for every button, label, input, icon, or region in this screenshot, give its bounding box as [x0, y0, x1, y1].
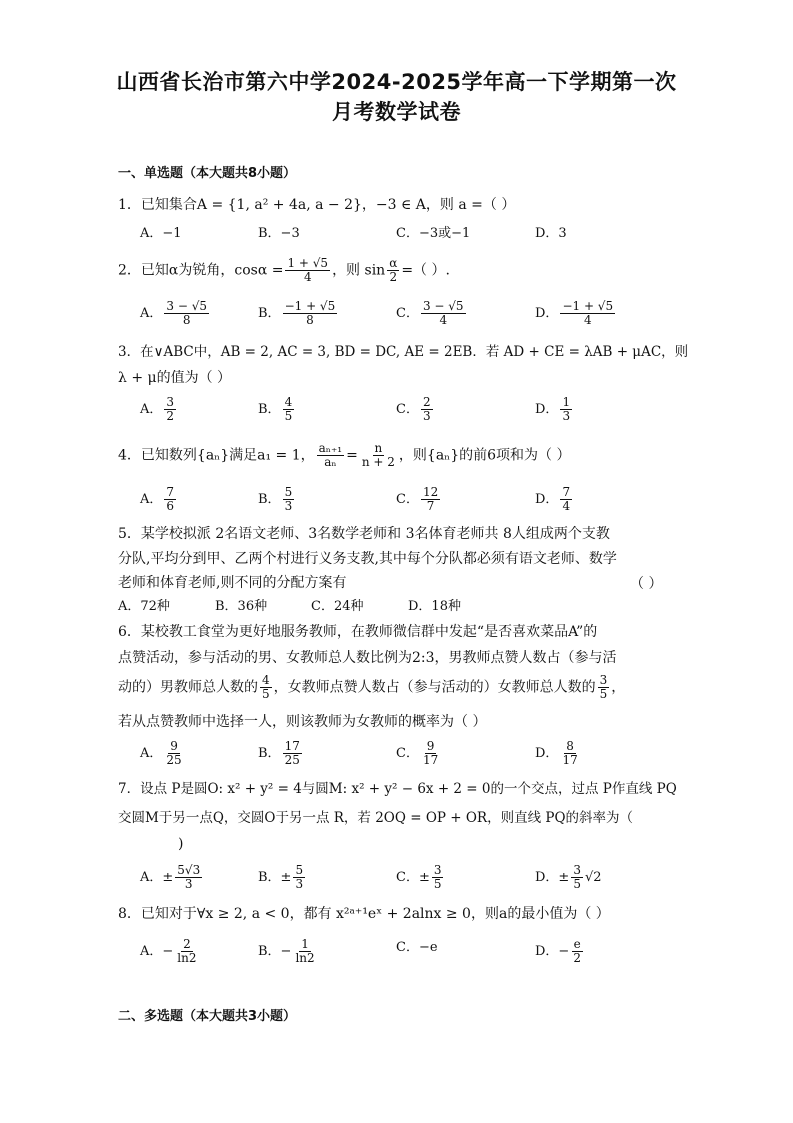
question-6-line2: 点赞活动，参与活动的男、女教师总人数比例为2:3，男教师点赞人数占（参与活 [118, 650, 617, 666]
q7-option-d: D．± $\frac{3}{5}$ √2 [535, 863, 602, 891]
q2-cos-fraction: $\frac{1 + √5}{4}$ [287, 256, 329, 284]
q4-option-b: B． $\frac{5}{3}$ [258, 485, 293, 513]
q6-option-d: D． $\frac{8}{17}$ [535, 739, 578, 767]
q4-option-d: D． $\frac{7}{4}$ [535, 485, 571, 513]
q8-option-a: A．− $\frac{2}{\ln 2}$ [140, 937, 197, 965]
q2-option-b: B． $\frac{-1 + √5}{8}$ [258, 299, 336, 327]
q2-option-c: C． $\frac{3 - √5}{4}$ [396, 299, 464, 327]
question-1-stem: 1．已知集合A = {1, a² + 4a, a − 2}，−3 ∈ A，则 a =（ ） [118, 197, 516, 213]
q7-option-b: B．± $\frac{5}{3}$ [258, 863, 304, 891]
q5-answer-paren: （ ） [630, 576, 663, 592]
q4-option-a: A． $\frac{7}{6}$ [140, 485, 175, 513]
question-7-line3: ) [178, 836, 184, 852]
q5-option-d: D．18种 [408, 599, 461, 614]
question-7-line1: 7．设点 P是圆O: x² + y² = 4与圆M: x² + y² − 6x + 2 = 0的一个交点，过点 P作直线 PQ [118, 781, 677, 797]
q3-option-a: A． $\frac{3}{2}$ [140, 395, 175, 423]
q6-option-a: A． $\frac{9}{25}$ [140, 739, 182, 767]
q8-option-c: C．−e [396, 940, 438, 955]
q1-option-a: A．−1 [140, 226, 182, 241]
question-8-stem: 8．已知对于∀x ≥ 2, a < 0，都有 x²ᵃ⁺¹eˣ + 2alnx ≥ 0，则a的最小值为（ ） [118, 906, 610, 922]
q6-option-c: C． $\frac{9}{17}$ [396, 739, 439, 767]
question-7-line2: 交圆M于另一点Q，交圆O于另一点 R，若 2OQ = OP + OR，则直线 PQ的斜率为（ [118, 810, 634, 826]
q1-option-d: D．3 [535, 226, 567, 241]
question-3-line2: λ + μ的值为（ ） [118, 370, 232, 386]
exam-title-line2: 月考数学试卷 [332, 100, 461, 124]
question-5-line3: 老师和体育老师,则不同的分配方案有 [118, 575, 347, 591]
question-4-stem: 4．已知数列{aₙ}满足a₁ = 1， $\frac{\text{aₙ₊₁}}{\text{aₙ}}$ = $\frac{n}{n + 2}$ ，则{aₙ}的前6项和为（ ） [118, 441, 571, 469]
section-heading-multiple-choice: 二、多选题（本大题共3小题） [118, 1009, 297, 1024]
question-6-line1: 6．某校教工食堂为更好地服务教师，在教师微信群中发起“是否喜欢菜品A”的 [118, 624, 598, 640]
q2-option-a: A． $\frac{3 - √5}{8}$ [140, 299, 207, 327]
q2-sin-fraction: $\frac{\alpha}{2}$ [389, 256, 398, 284]
question-5-line2: 分队,平均分到甲、乙两个村进行义务支教,其中每个分队都必须有语文老师、数学 [118, 551, 617, 567]
q5-option-a: A．72种 [118, 599, 170, 614]
q7-option-a: A．± $\frac{5√3}{3}$ [140, 863, 201, 891]
section-heading-single-choice: 一、单选题（本大题共8小题） [118, 166, 297, 181]
q3-option-b: B． $\frac{4}{5}$ [258, 395, 293, 423]
q2-option-d: D． $\frac{-1 + √5}{4}$ [535, 299, 614, 327]
question-2-stem: 2．已知α为锐角，cosα = $\frac{1 + √5}{4}$ ，则 sin $\frac{\alpha}{2}$ =（ ）. [118, 256, 450, 284]
q1-option-c: C．−3或−1 [396, 226, 471, 241]
q8-option-d: D．− $\frac{e}{2}$ [535, 937, 581, 965]
q7-option-c: C．± $\frac{3}{5}$ [396, 863, 442, 891]
question-5-line1: 5．某学校拟派 2名语文老师、3名数学老师和 3名体育老师共 8人组成两个支教 [118, 526, 610, 542]
question-3-line1: 3．在∨ABC中，AB = 2, AC = 3, BD = DC, AE = 2EB．若 AD + CE = λAB + μAC，则 [118, 344, 689, 360]
q5-option-c: C．24种 [311, 599, 364, 614]
q4-option-c: C． $\frac{12}{7}$ [396, 485, 439, 513]
q3-option-c: C． $\frac{2}{3}$ [396, 395, 431, 423]
q6-option-b: B． $\frac{17}{25}$ [258, 739, 300, 767]
q3-option-d: D． $\frac{1}{3}$ [535, 395, 571, 423]
q8-option-b: B．− $\frac{1}{\ln 2}$ [258, 937, 315, 965]
question-6-line4: 若从点赞教师中选择一人，则该教师为女教师的概率为（ ） [118, 714, 487, 730]
exam-title-line1: 山西省长治市第六中学2024-2025学年高一下学期第一次 [116, 70, 677, 94]
q1-option-b: B．−3 [258, 226, 300, 241]
q5-option-b: B．36种 [215, 599, 268, 614]
question-6-line3: 动的）男教师总人数的 $\frac{4}{5}$ ，女教师点赞人数占（参与活动的）女教师总人数的 $\frac{3}{5}$ ， [118, 673, 626, 701]
